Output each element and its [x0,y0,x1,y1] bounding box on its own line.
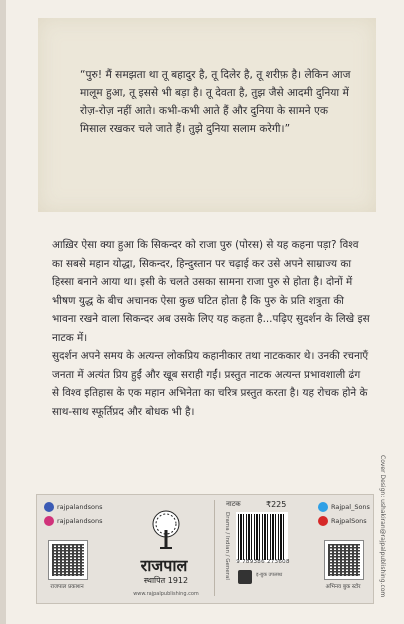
twitter-handle [318,502,370,512]
spine-edge [0,0,6,624]
price-label: ₹225 [266,500,287,509]
twitter-label: Rajpal_Sons [331,503,370,511]
barcode-number: 9 789386 273608 [236,559,290,565]
facebook-handle [44,502,102,512]
ebook-caption: इ-बुक उपलब्ध [256,572,283,578]
twitter-icon [318,502,328,512]
facebook-label: rajpalandsons [57,503,103,511]
tree-logo-icon [150,510,182,552]
qr-code-right [324,540,364,580]
quote-text: “पुरु! मैं समझता था तू बहादुर है, तू दिलेर है, तू शरीफ़ है। लेकिन आज मालूम हुआ, तू इससे भी बड़ा है। तू देवता है, तुझ जैसे आदमी दुनिया में रोज़-रोज़ नहीं आते। कभी-कभी आते हैं और दुनिया के सामने एक मिसाल रखकर चले जाते हैं। तुझे दुनिया सलाम करेगी।” [80,69,351,135]
isbn-barcode [236,512,288,562]
qr-left-caption: राजपाल प्रकाशन [50,584,84,590]
instagram-handle [44,516,102,526]
youtube-label: RajpalSons [331,517,367,525]
author-paragraph: सुदर्शन अपने समय के अत्यन्त लोकप्रिय कहानीकार तथा नाटककार थे। उनकी रचनाएँ जनता में अत्यंत प्रिय हुईं और खूब सराही गईं। प्रस्तुत नाटक अत्यन्त प्रभावशाली ढंग से विश्व इतिहास के एक महान अभिनेता का चरित्र प्रस्तुत करता है। यह रोचक होने के साथ-साथ स्फूर्तिप्रद और बोधक भी है। [52,350,369,418]
publisher-name: राजपाल [140,556,188,575]
established-year: स्थापित 1912 [143,576,189,585]
youtube-icon [318,516,328,526]
facebook-icon [44,502,54,512]
divider [214,500,215,596]
youtube-handle [318,516,367,526]
category-label: Drama / Indian / General [224,512,230,580]
genre-label: नाटक [226,500,241,508]
synopsis-paragraph: आख़िर ऐसा क्या हुआ कि सिकन्दर को राजा पुरु (पोरस) से यह कहना पड़ा? विश्व का सबसे महान योद्धा, सिकन्दर, हिन्दुस्तान पर चढ़ाई कर उसे अपने साम्राज्य का हिस्सा बनाने आया था। इसी के चलते उसका सामना राजा पुरु से होता है। दोनों में भीषण युद्ध के बीच अचानक ऐसा कुछ घटित होता है कि पुरु के प्रति शत्रुता की भावना रखने वाला सिकन्दर अब उसके लिए यह कहता है...पढ़िए सुदर्शन के लिखे इस नाटक में। [52,239,370,344]
publisher-url: www.rajpalpublishing.com [133,591,199,597]
cover-design-credit: Cover Design: ushakiran@rajpalpublishing.com [379,455,386,598]
instagram-label: rajpalandsons [57,517,103,525]
instagram-icon [44,516,54,526]
qr-code-left [48,540,88,580]
ebook-icon [238,570,252,584]
qr-right-caption: अभिनव बुक स्टोर [325,584,361,590]
